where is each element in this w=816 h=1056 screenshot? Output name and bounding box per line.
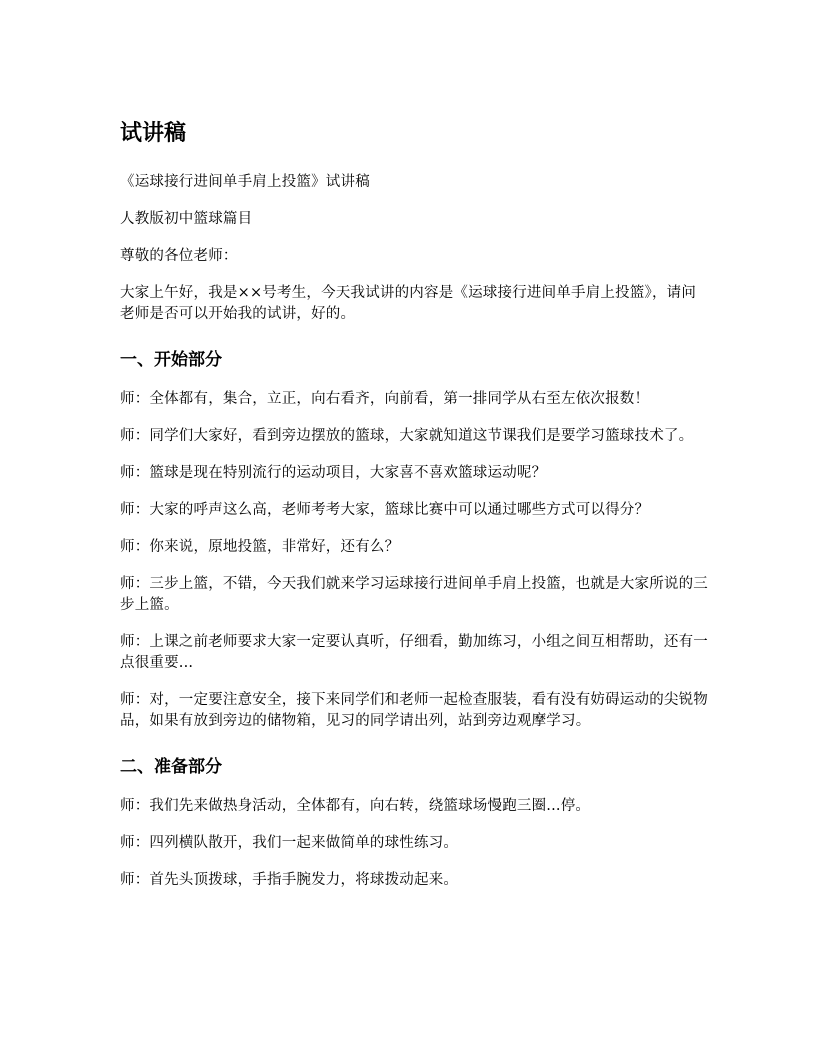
section-paragraph: 师：我们先来做热身活动，全体都有，向右转，绕篮球场慢跑三圈...停。 bbox=[120, 798, 591, 814]
section-heading-prep: 二、准备部分 bbox=[120, 757, 222, 777]
section-paragraph: 师：篮球是现在特别流行的运动项目，大家喜不喜欢篮球运动呢？ bbox=[120, 465, 547, 481]
section-heading-start: 一、开始部分 bbox=[120, 350, 222, 370]
textbook-line: 人教版初中篮球篇目 bbox=[120, 211, 253, 227]
lesson-title-line: 《运球接行进间单手肩上投篮》试讲稿 bbox=[120, 174, 370, 190]
section-paragraph: 师：三步上篮，不错，今天我们就来学习运球接行进间单手肩上投篮，也就是大家所说的三步上篮。 bbox=[120, 576, 708, 613]
section-paragraph: 师：你来说，原地投篮，非常好，还有么？ bbox=[120, 539, 400, 555]
document-title: 试讲稿 bbox=[120, 121, 187, 146]
section-paragraph: 师：大家的呼声这么高，老师考考大家，篮球比赛中可以通过哪些方式可以得分？ bbox=[120, 502, 650, 518]
section-paragraph: 师：上课之前老师要求大家一定要认真听，仔细看，勤加练习，小组之间互相帮助，还有一点很重要... bbox=[120, 634, 708, 671]
document-page bbox=[120, 118, 710, 907]
section-paragraph: 师：同学们大家好，看到旁边摆放的篮球，大家就知道这节课我们是要学习篮球技术了。 bbox=[120, 428, 694, 444]
section-paragraph: 师：首先头顶拨球，手指手腕发力，将球拨动起来。 bbox=[120, 872, 459, 888]
opening-paragraph: 大家上午好，我是××号考生，今天我试讲的内容是《运球接行进间单手肩上投篮》，请问老师是否可以开始我的试讲，好的。 bbox=[120, 285, 697, 322]
section-paragraph: 师：对，一定要注意安全，接下来同学们和老师一起检查服装，看有没有妨碍运动的尖锐物品，如果有放到旁边的储物箱，见习的同学请出列，站到旁边观摩学习。 bbox=[120, 692, 708, 729]
section-paragraph: 师：四列横队散开，我们一起来做简单的球性练习。 bbox=[120, 835, 459, 851]
section-paragraph: 师：全体都有，集合，立正，向右看齐，向前看，第一排同学从右至左依次报数！ bbox=[120, 391, 650, 407]
greeting-line: 尊敬的各位老师： bbox=[120, 248, 238, 264]
